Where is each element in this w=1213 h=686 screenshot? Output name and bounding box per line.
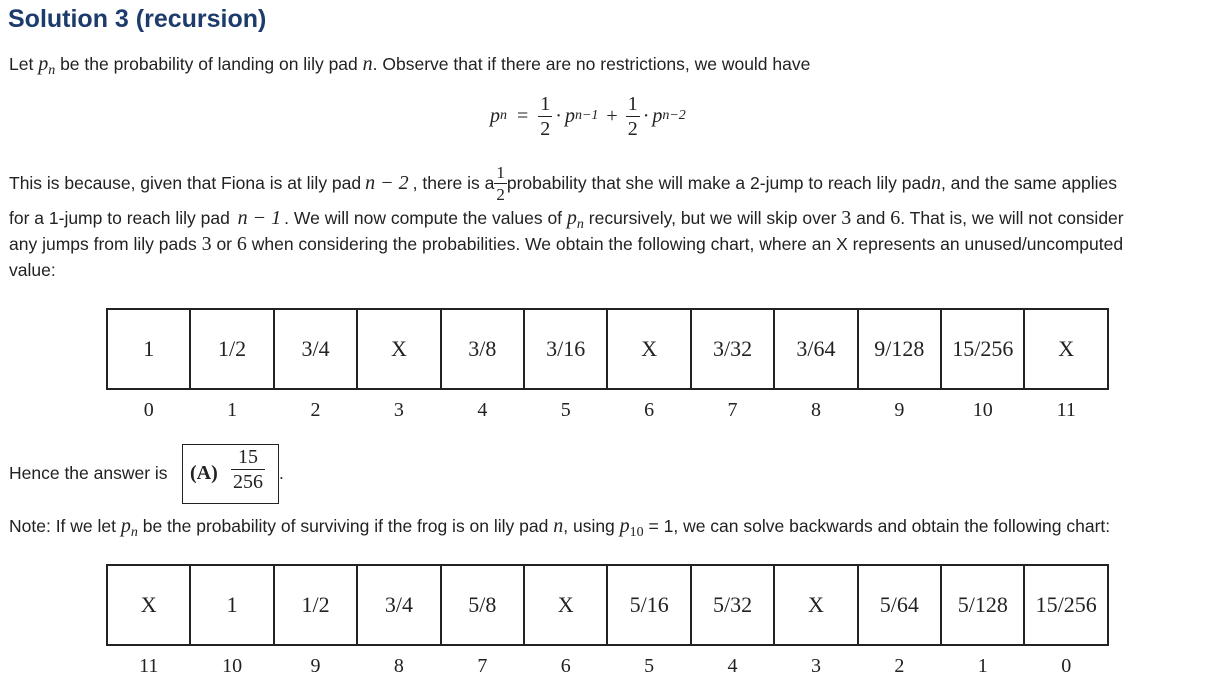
explanation-line-4: value: bbox=[9, 260, 56, 280]
para3-n-minus-1: n − 1 bbox=[237, 207, 282, 229]
forward-probability-chart bbox=[106, 308, 1109, 430]
math-n: n bbox=[362, 53, 373, 75]
eq-frac1-num: 1 bbox=[540, 92, 551, 115]
chart-value-cell: X bbox=[357, 309, 440, 389]
chart-value-cell: X bbox=[607, 309, 690, 389]
para3-three: 3 bbox=[841, 207, 852, 229]
chart-index-cell: 5 bbox=[560, 398, 571, 421]
eq-plus: + bbox=[606, 104, 618, 127]
para2-fraction bbox=[494, 164, 507, 203]
note-sub10: 10 bbox=[629, 525, 644, 540]
chart-index-cell: 6 bbox=[560, 654, 571, 677]
chart-index-cell: 4 bbox=[477, 398, 488, 421]
chart-index-cell: 7 bbox=[727, 398, 738, 421]
chart-value-cell: X bbox=[774, 565, 857, 645]
chart-value-cell: 5/32 bbox=[691, 565, 774, 645]
explanation-line-2 bbox=[9, 207, 1124, 233]
chart-value-cell: 15/256 bbox=[1024, 565, 1108, 645]
chart-value-cell: X bbox=[1024, 309, 1108, 389]
para2-frac-den: 2 bbox=[496, 184, 505, 204]
answer-prefix: Hence the answer is bbox=[9, 463, 168, 483]
backward-survival-chart bbox=[106, 564, 1109, 686]
chart-index-cell: 0 bbox=[143, 398, 154, 421]
chart-value-cell: 5/128 bbox=[941, 565, 1024, 645]
math-sub-n: n bbox=[48, 63, 56, 78]
intro-text-1: Let bbox=[9, 54, 39, 74]
chart-index-cell: 3 bbox=[810, 654, 821, 677]
eq-sub-2: n−2 bbox=[662, 108, 686, 123]
chart-value-cell: 15/256 bbox=[941, 309, 1024, 389]
eq-frac1-den: 2 bbox=[540, 117, 551, 140]
chart-index-cell: 8 bbox=[393, 654, 404, 677]
eq-sub-1: n−1 bbox=[574, 108, 599, 123]
chart-value-cell: 9/128 bbox=[858, 309, 941, 389]
chart-value-cell: 3/4 bbox=[357, 565, 440, 645]
chart-index-cell: 11 bbox=[139, 654, 159, 677]
para4-text-b: when considering the probabilities. We obtain the following chart, where an X represents an unused/uncomputed bbox=[246, 234, 1124, 254]
chart-value-cell: 5/16 bbox=[607, 565, 690, 645]
para2-frac-num: 1 bbox=[496, 162, 505, 182]
note-n: n bbox=[553, 515, 564, 537]
chart-index-cell: 2 bbox=[310, 398, 321, 421]
chart-index-row bbox=[107, 645, 1108, 686]
chart-values-row bbox=[107, 309, 1108, 389]
chart-value-cell: 1 bbox=[190, 565, 273, 645]
note-p: p bbox=[120, 515, 131, 537]
chart-value-cell: 5/64 bbox=[858, 565, 941, 645]
para3-six: 6 bbox=[890, 207, 901, 229]
eq-equals: = bbox=[517, 104, 529, 127]
eq-dot-1: · bbox=[555, 104, 562, 127]
eq-lhs-sub: n bbox=[500, 108, 507, 123]
note-text-d: = 1, we can solve backwards and obtain the following chart: bbox=[643, 516, 1111, 536]
chart-index-row bbox=[107, 389, 1108, 430]
eq-frac2-num: 1 bbox=[627, 92, 638, 115]
chart-value-cell: 1 bbox=[107, 309, 190, 389]
para3-text-d: . That is, we will not consider bbox=[900, 208, 1124, 228]
para3-text-c: recursively, but we will skip over bbox=[583, 208, 842, 228]
para2-text-a: This is because, given that Fiona is at lily pad bbox=[9, 172, 362, 193]
para3-and: and bbox=[851, 208, 891, 228]
explanation-line-1 bbox=[9, 158, 1117, 208]
note-paragraph bbox=[9, 515, 1110, 541]
para4-or: or bbox=[211, 234, 237, 254]
eq-p2: p bbox=[652, 104, 663, 127]
note-text-a: Note: If we let bbox=[9, 516, 121, 536]
para3-text-b: . We will now compute the values of bbox=[284, 208, 567, 228]
chart-index-cell: 1 bbox=[977, 654, 988, 677]
eq-fraction-2 bbox=[626, 94, 640, 139]
eq-lhs-p: p bbox=[490, 104, 500, 127]
note-text-c: , using bbox=[563, 516, 620, 536]
intro-paragraph bbox=[9, 53, 810, 79]
eq-frac2-den: 2 bbox=[627, 117, 638, 140]
para2-n-minus-2: n − 2 bbox=[365, 171, 409, 194]
answer-den: 256 bbox=[233, 471, 263, 493]
para3-text-a: for a 1-jump to reach lily pad bbox=[9, 208, 235, 228]
para3-sub: n bbox=[576, 217, 584, 232]
note-p10: p bbox=[619, 515, 630, 537]
chart-value-cell: X bbox=[107, 565, 190, 645]
eq-dot-2: · bbox=[642, 104, 650, 127]
chart-index-cell: 11 bbox=[1056, 398, 1076, 421]
chart-index-cell: 8 bbox=[810, 398, 821, 421]
answer-num: 15 bbox=[231, 447, 265, 470]
chart-value-cell: 3/8 bbox=[441, 309, 524, 389]
chart-value-cell: 1/2 bbox=[274, 565, 357, 645]
chart-index-cell: 9 bbox=[310, 654, 321, 677]
chart-index-cell: 9 bbox=[894, 398, 905, 421]
chart-index-cell: 10 bbox=[972, 398, 993, 421]
intro-text-3: . Observe that if there are no restrictions, we would have bbox=[372, 54, 811, 74]
chart-index-cell: 4 bbox=[727, 654, 738, 677]
recursion-equation bbox=[490, 88, 686, 144]
chart-value-cell: 1/2 bbox=[190, 309, 273, 389]
eq-p1: p bbox=[564, 104, 575, 127]
chart-index-cell: 1 bbox=[227, 398, 238, 421]
para3-p: p bbox=[566, 207, 577, 229]
para2-text-c: probability that she will make a 2-jump to reach lily pad bbox=[506, 172, 931, 193]
intro-text-2: be the probability of landing on lily pad bbox=[55, 54, 363, 74]
math-p: p bbox=[38, 53, 49, 75]
chart-index-cell: 6 bbox=[644, 398, 655, 421]
answer-suffix: . bbox=[279, 463, 284, 483]
chart-value-cell: X bbox=[524, 565, 607, 645]
eq-fraction-1 bbox=[538, 94, 552, 139]
para4-three: 3 bbox=[201, 233, 212, 255]
chart-value-cell: 3/32 bbox=[691, 309, 774, 389]
para4-six: 6 bbox=[236, 233, 247, 255]
chart-index-cell: 7 bbox=[477, 654, 488, 677]
para2-text-b: , there is a bbox=[412, 172, 495, 193]
chart-value-cell: 3/4 bbox=[274, 309, 357, 389]
para2-n: n bbox=[930, 171, 941, 194]
answer-fraction bbox=[231, 447, 265, 492]
chart-index-cell: 3 bbox=[393, 398, 404, 421]
chart-values-row bbox=[107, 565, 1108, 645]
note-text-b: be the probability of surviving if the frog is on lily pad bbox=[137, 516, 554, 536]
chart-index-cell: 2 bbox=[894, 654, 905, 677]
explanation-line-3 bbox=[9, 233, 1123, 256]
para2-text-d: , and the same applies bbox=[940, 172, 1118, 193]
chart-value-cell: 3/16 bbox=[524, 309, 607, 389]
chart-value-cell: 3/64 bbox=[774, 309, 857, 389]
chart-index-cell: 0 bbox=[1061, 654, 1072, 677]
chart-index-cell: 10 bbox=[222, 654, 243, 677]
section-title: Solution 3 (recursion) bbox=[8, 5, 267, 33]
note-sub: n bbox=[130, 525, 138, 540]
answer-label: (A) bbox=[190, 462, 218, 484]
chart-value-cell: 5/8 bbox=[441, 565, 524, 645]
para4-text-a: any jumps from lily pads bbox=[9, 234, 202, 254]
chart-index-cell: 5 bbox=[644, 654, 655, 677]
